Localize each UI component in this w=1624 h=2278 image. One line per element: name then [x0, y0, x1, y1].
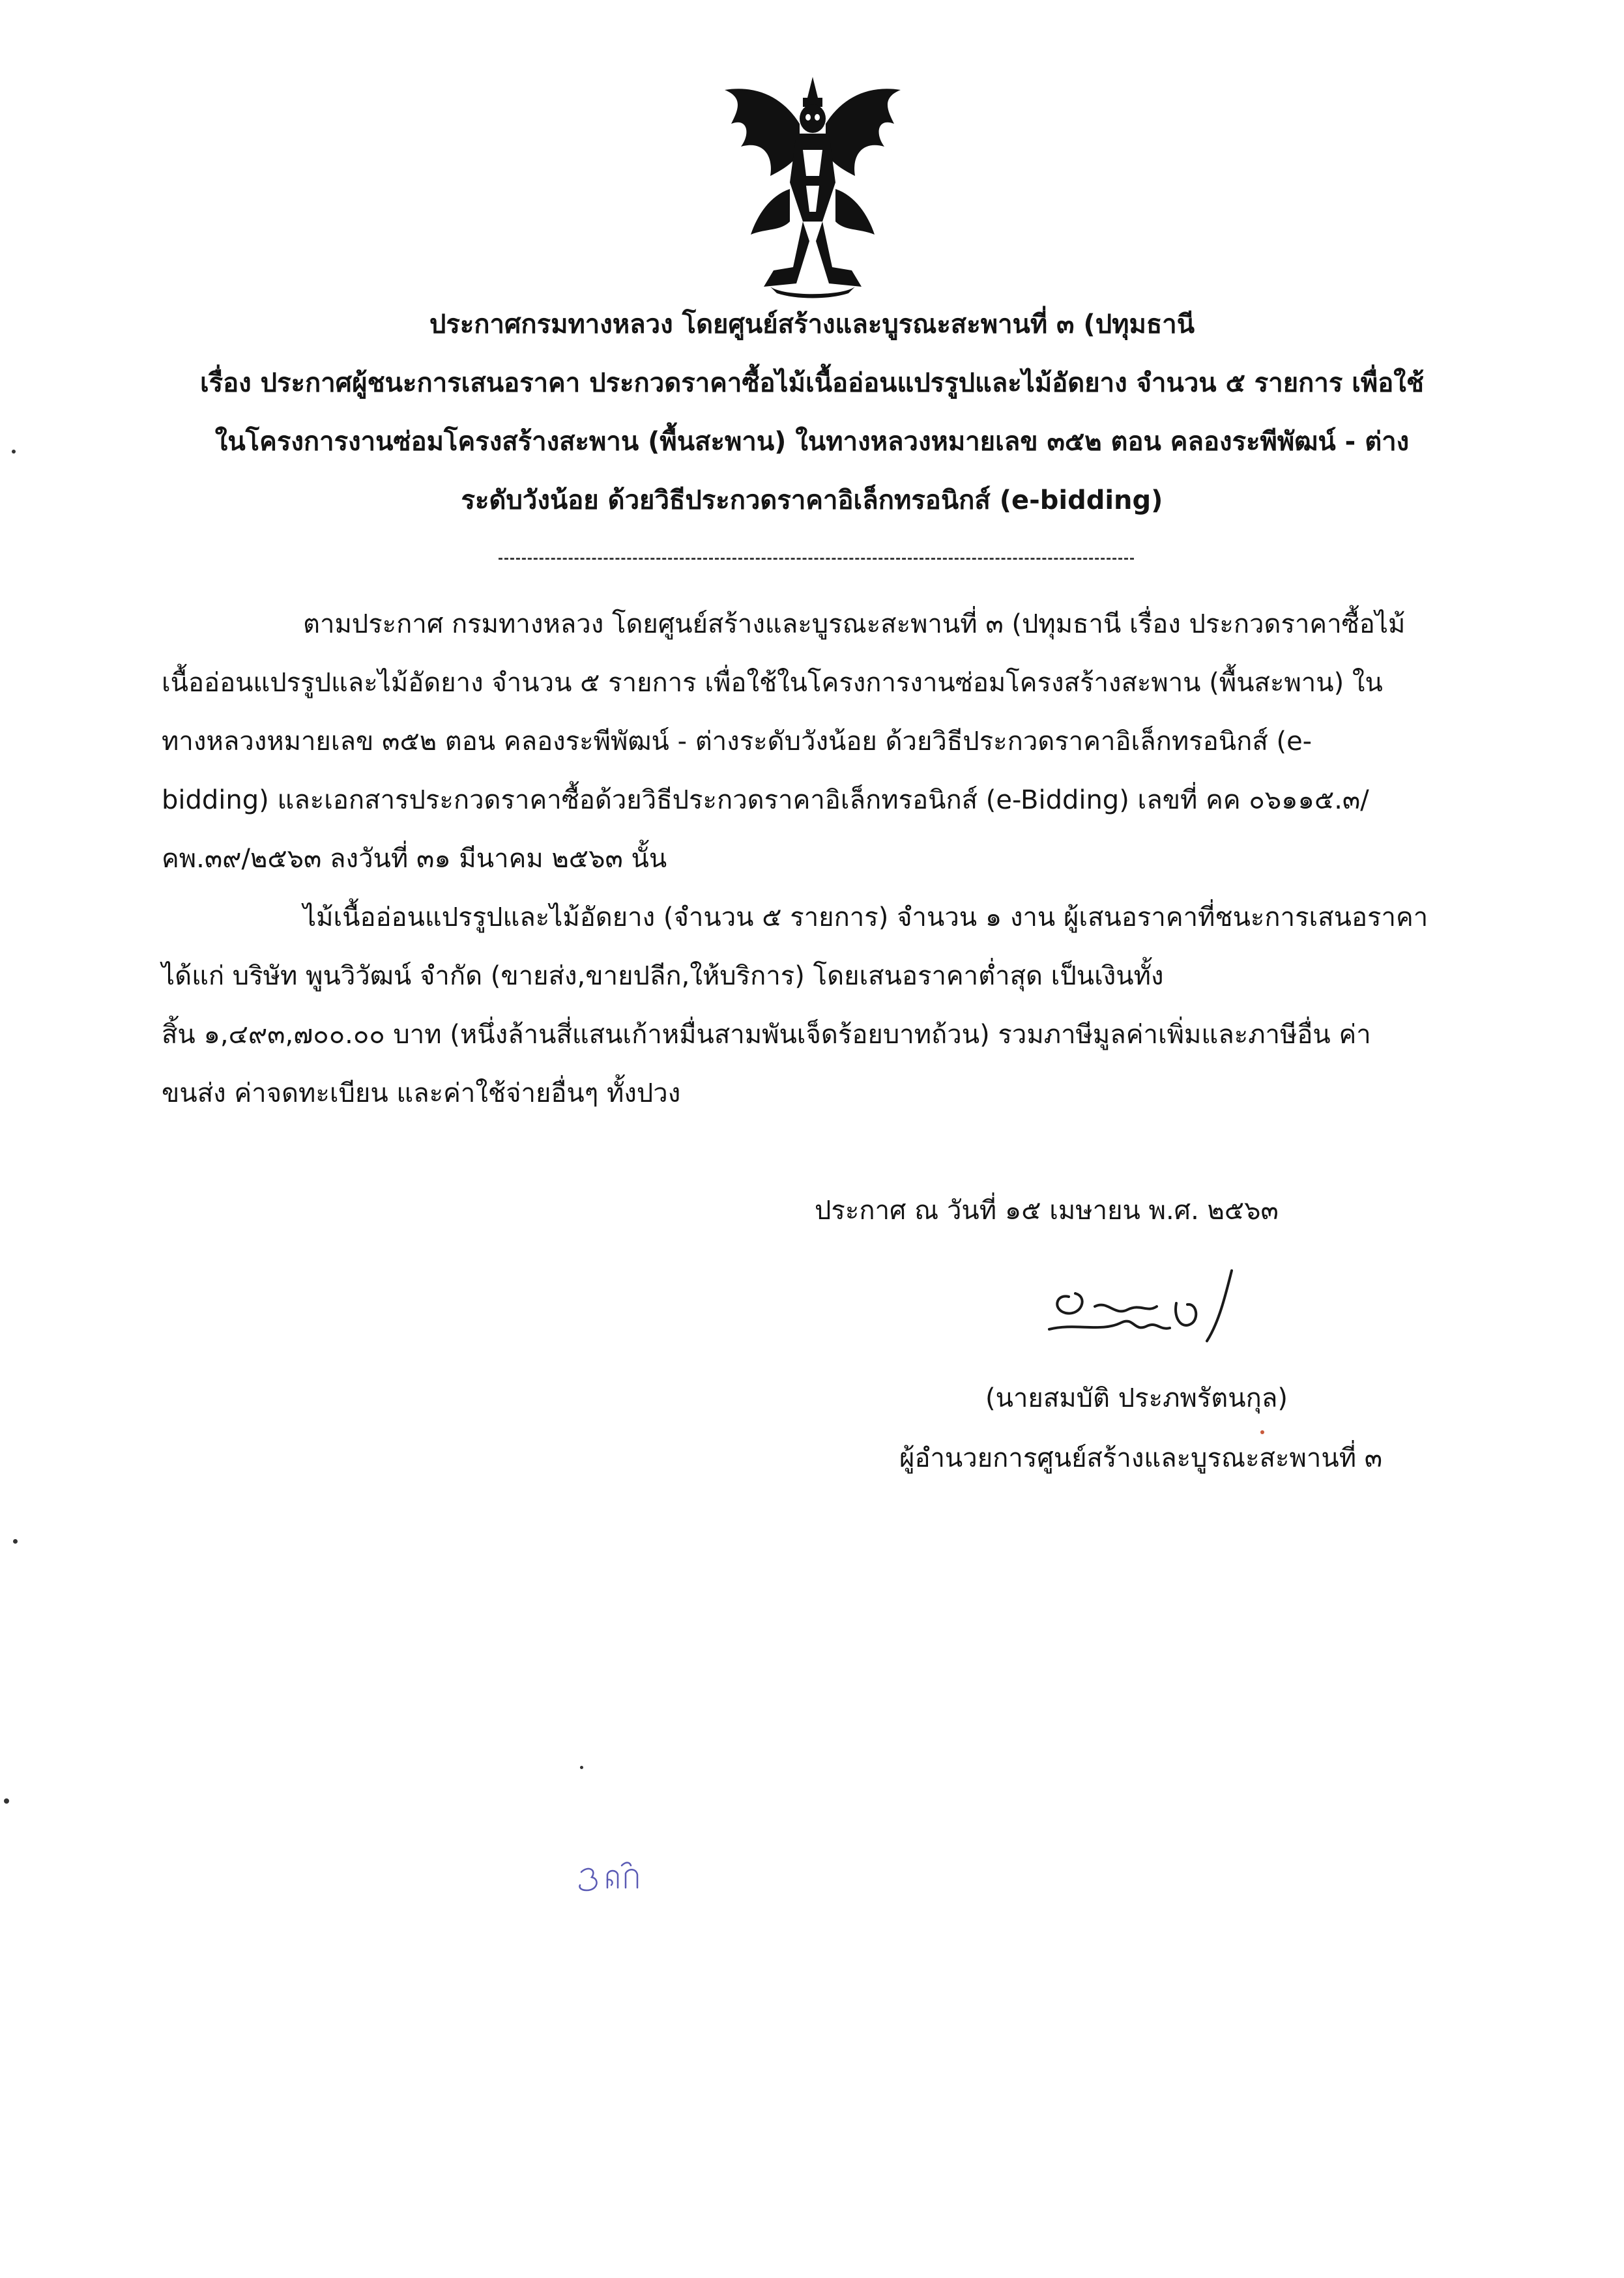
announcement-title-line-4: ระดับวังน้อย ด้วยวิธีประกวดราคาอิเล็กทรอนิกส์ (e-bidding)	[461, 485, 1163, 515]
garuda-emblem-icon	[712, 72, 914, 300]
scan-speck	[1260, 1430, 1264, 1434]
paragraph-1-line-3: ทางหลวงหมายเลข ๓๕๒ ตอน คลองระพีพัฒน์ - ต่างระดับวังน้อย ด้วยวิธีประกวดราคาอิเล็กทรอนิกส์ (e-	[162, 727, 1312, 757]
announcement-date: ประกาศ ณ วันที่ ๑๕ เมษายน พ.ศ. ๒๕๖๓	[815, 1196, 1279, 1226]
paragraph-2-line-4: ขนส่ง ค่าจดทะเบียน และค่าใช้จ่ายอื่นๆ ทั้งปวง	[162, 1078, 681, 1108]
paragraph-1-line-5: คพ.๓๙/๒๕๖๓ ลงวันที่ ๓๑ มีนาคม ๒๕๖๓ นั้น	[162, 844, 667, 874]
paragraph-2-line-3: สิ้น ๑,๔๙๓,๗๐๐.๐๐ บาท (หนึ่งล้านสี่แสนเก้าหมื่นสามพันเจ็ดร้อยบาทถ้วน) รวมภาษีมูลค่าเพิ่มและภาษีอื่น ค่า	[162, 1020, 1371, 1050]
announcement-title-line-2: เรื่อง ประกาศผู้ชนะการเสนอราคา ประกวดราคาซื้อไม้เนื้ออ่อนแปรรูปและไม้อัดยาง จำนวน ๕ รายการ เพื่อใช้	[200, 368, 1424, 398]
paragraph-2-line-2: ได้แก่ บริษัท พูนวิวัฒน์ จำกัด (ขายส่ง,ขายปลีก,ให้บริการ) โดยเสนอราคาต่ำสุด เป็นเงินทั้ง	[162, 961, 1164, 991]
scan-speck	[4, 1798, 9, 1804]
paragraph-1-line-1: ตามประกาศ กรมทางหลวง โดยศูนย์สร้างและบูรณะสะพานที่ ๓ (ปทุมธานี เรื่อง ประกวดราคาซื้อไม้	[303, 609, 1406, 639]
signer-name: (นายสมบัติ ประภพรัตนกุล)	[985, 1383, 1288, 1413]
scan-speck	[12, 450, 16, 454]
signer-position: ผู้อำนวยการศูนย์สร้างและบูรณะสะพานที่ ๓	[899, 1443, 1383, 1473]
paragraph-2-line-1: ไม้เนื้ออ่อนแปรรูปและไม้อัดยาง (จำนวน ๕ รายการ) จำนวน ๑ งาน ผู้เสนอราคาที่ชนะการเสนอราคา	[303, 902, 1428, 932]
scan-speck	[580, 1766, 583, 1769]
paragraph-1-line-4: bidding) และเอกสารประกวดราคาซื้อด้วยวิธีประกวดราคาอิเล็กทรอนิกส์ (e-Bidding) เลขที่ คค ๐๖๑๑๕.๓/	[162, 785, 1369, 815]
title-divider	[499, 558, 1134, 560]
announcement-title-line-3: ในโครงการงานซ่อมโครงสร้างสะพาน (พื้นสะพาน) ในทางหลวงหมายเลข ๓๕๒ ตอน คลองระพีพัฒน์ - ต่าง	[214, 427, 1410, 457]
scan-speck	[13, 1539, 18, 1544]
handwritten-note	[573, 1854, 652, 1906]
signature-image	[1036, 1258, 1251, 1355]
paragraph-1-line-2: เนื้ออ่อนแปรรูปและไม้อัดยาง จำนวน ๕ รายการ เพื่อใช้ในโครงการงานซ่อมโครงสร้างสะพาน (พื้นสะพาน) ใน	[162, 668, 1383, 698]
announcement-title-line-1: ประกาศกรมทางหลวง โดยศูนย์สร้างและบูรณะสะพานที่ ๓ (ปทุมธานี	[429, 310, 1195, 339]
